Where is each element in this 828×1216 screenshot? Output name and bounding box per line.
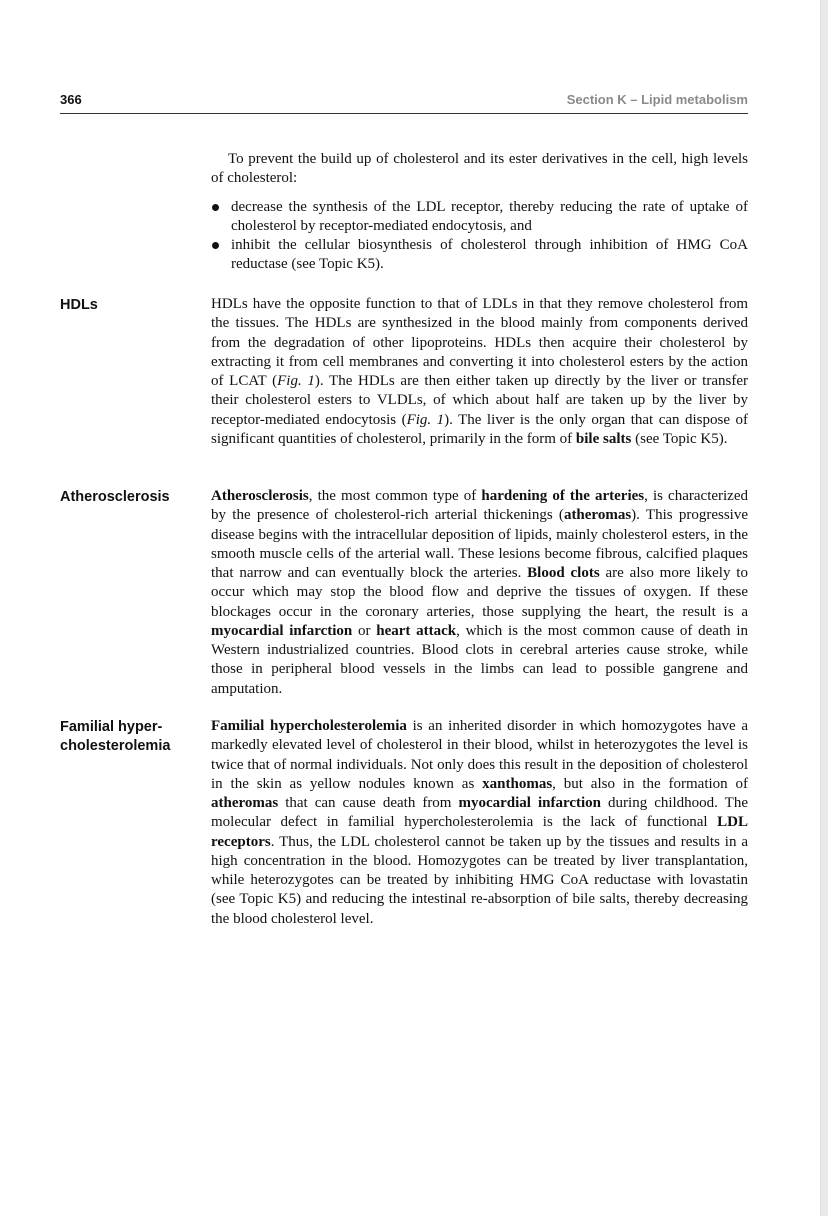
text-run: are also more likely to occur which may stop the blood flow and deprive the tissues of oxygen. If these blockages occur in the coronary arteries, those supplying the heart, the result is a [211,565,748,620]
intro-paragraph: To prevent the build up of cholesterol and its ester derivatives in the cell, high levels of cholesterol: [211,151,748,187]
text-run: ). The liver is the only organ that can dispose of significant quantities of cholesterol, primarily in the form of [211,411,748,447]
header-rule [60,113,748,114]
bold-term: Familial hypercholesterolemia [211,718,407,734]
section-heading-familial-hypercholesterolemia [60,718,202,756]
figure-reference: Fig. 1 [406,411,445,428]
bullet-item: decrease the synthesis of the LDL receptor, thereby reducing the rate of uptake of cholesterol by receptor-mediated endocytosis, and [211,198,748,237]
bold-term: xanthomas [482,775,553,792]
text-run: HDLs have the opposite function to that of LDLs in that they remove cholesterol from the tissues. The HDLs are synthesized in the blood mainly from components derived from the degradation of other lipoproteins. HDLs then acquire their cholesterol by extracting it from cell membranes and converting it into cholesterol esters by the action of LCAT ( [211,296,748,389]
bold-term: Atherosclerosis [211,488,309,504]
bullet-item: inhibit the cellular biosynthesis of cholesterol through inhibition of HMG CoA reductase (see Topic K5). [211,236,748,275]
section-heading-atherosclerosis: Atherosclerosis [60,489,170,505]
text-run: , but also in the formation of [552,775,748,792]
bold-term: bile salts [575,430,632,447]
atherosclerosis-section [211,487,748,699]
atherosclerosis-paragraph [211,487,748,699]
bold-term: hardening of the arteries [481,488,645,504]
hdls-section [211,295,748,449]
text-run: (see Topic K5). [631,430,728,447]
scrollbar-track[interactable] [821,0,828,1216]
familial-paragraph [211,717,748,929]
bold-term: myocardial infarction [458,795,602,811]
heading-line: Familial hyper- [60,719,163,735]
figure-reference: Fig. 1 [277,373,315,389]
intro-section [211,150,748,275]
bold-term: myocardial infarction [211,622,353,639]
text-run: that can cause death from [278,795,459,811]
heading-line: cholesterolemia [60,738,171,754]
familial-hypercholesterolemia-section [211,717,748,929]
hdls-paragraph [211,295,748,449]
text-run: , which is the most common cause of death in Western industrialized countries. Blood clots in cerebral arteries cause stroke, while those in peripheral blood vessels in the limbs can lead to possible gangrene and amputation. [211,622,749,697]
text-run: , the most common type of [308,488,482,504]
text-run: , is characterized by the presence of cholesterol-rich arterial thickenings ( [211,488,748,524]
text-run: is an inherited disorder in which homozygotes have a markedly elevated level of cholesterol in their blood, whilst in heterozygotes the level is twice that of normal individuals. Not only does this result in the deposition of cholesterol in the skin as yellow nodules known as [211,718,748,792]
bold-term: atheromas [211,795,279,811]
text-run: or [352,622,377,639]
bold-term: atheromas [563,507,632,524]
bold-term: heart attack [376,622,457,639]
text-run: . Thus, the LDL cholesterol cannot be taken up by the tissues and results in a high concentration in the blood. Homozygotes can be treated by liver transplantation, while heterozygotes can be treated by inhibiting HMG CoA reductase with lovastatin (see Topic K5) and reducing the intestinal re-absorption of bile salts, thereby decreasing the blood cholesterol level. [211,833,748,927]
running-head: Section K – Lipid metabolism [566,92,748,107]
text-run: ). The HDLs are then either taken up directly by the liver or transfer their cholesterol esters to VLDLs, of which about half are taken up by the liver by receptor-mediated endocytosis ( [211,373,748,428]
text-run: during childhood. The molecular defect in familial hypercholesterolemia is the lack of functional [211,795,748,831]
page-number: 366 [60,92,82,107]
bold-term: Blood clots [527,565,600,581]
intro-bullet-list [211,198,748,275]
section-heading-hdls: HDLs [60,297,98,313]
bold-term: LDL receptors [211,814,748,850]
text-run: ). This progressive disease begins with the intracellular deposition of lipids, mainly cholesterol esters, in the smooth muscle cells of the arterial wall. These lesions become fibrous, calcified plaques that narrow and can eventually block the arteries. [211,507,748,581]
